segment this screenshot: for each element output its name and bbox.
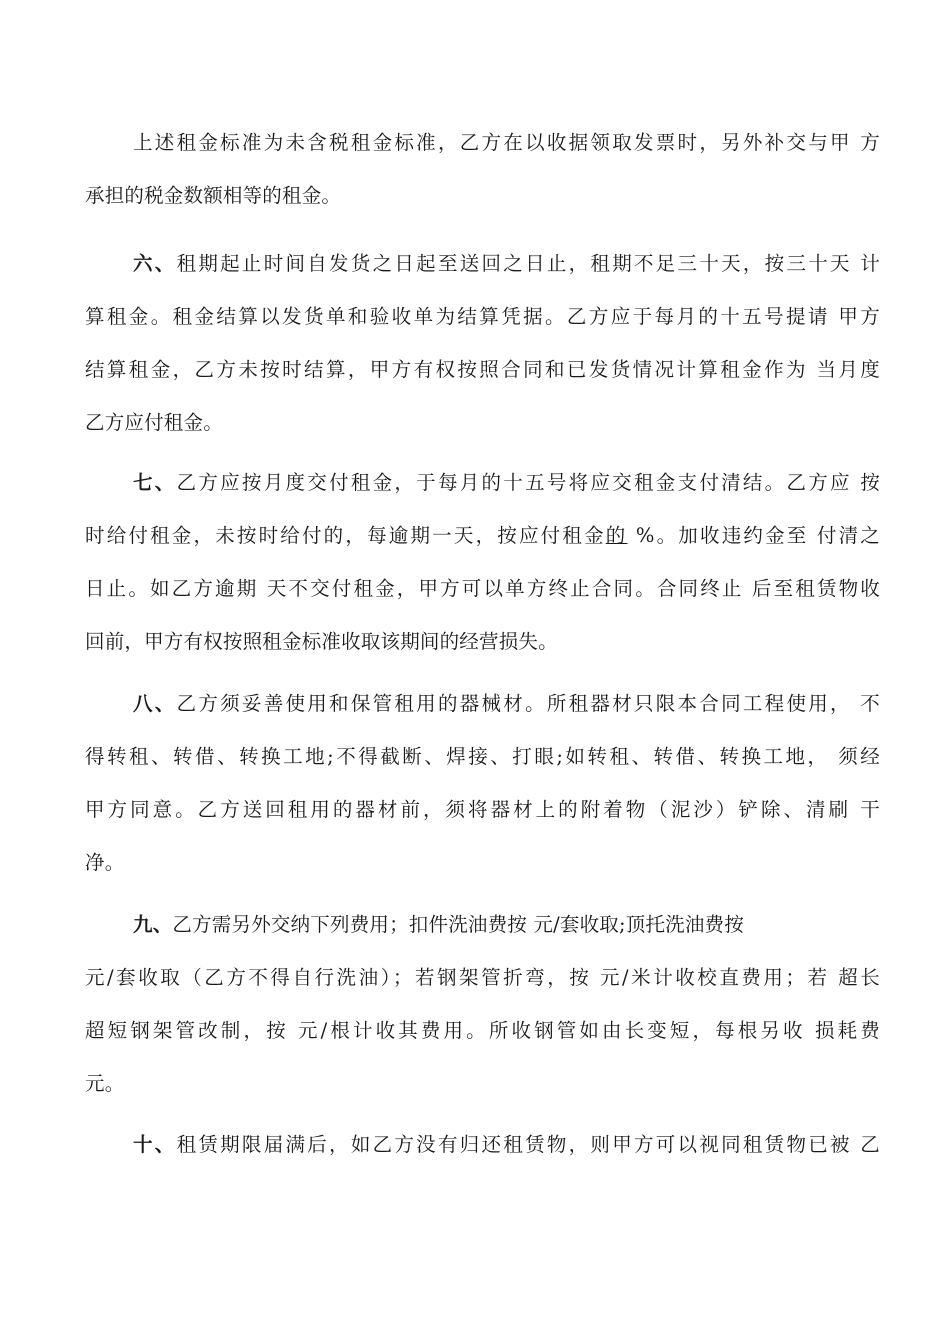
clause-number: 六、 bbox=[133, 252, 177, 275]
paragraph-clause-9 bbox=[85, 898, 880, 1110]
paragraph-clause-7 bbox=[85, 456, 880, 668]
underlined-text: 的 bbox=[605, 524, 628, 547]
paragraph-tax-note bbox=[85, 116, 880, 222]
clause-number: 十、 bbox=[133, 1133, 177, 1156]
clause-text: 租期起止时间自发货之日起至送回之日止，租期不足三十天，按三十天 计 bbox=[176, 252, 880, 275]
paragraph-line bbox=[85, 677, 880, 730]
paragraph-line: 回前，甲方有权按照租金标准收取该期间的经营损失。 bbox=[85, 630, 558, 653]
paragraph-line: 元。 bbox=[85, 1072, 125, 1095]
clause-text: 乙方须妥善使用和保管租用的器械材。所租器材只限本合同工程使用， 不 bbox=[176, 692, 880, 715]
clause-text: 乙方应按月度交付租金，于每月的十五号将应交租金支付清结。乙方应 按 bbox=[176, 471, 880, 494]
paragraph-line: 得转租、转借、转换工地;不得截断、焊接、打眼;如转租、转借、转换工地， 须经 bbox=[85, 745, 880, 768]
paragraph-line: 乙方应付租金。 bbox=[85, 411, 223, 434]
paragraph-line: 承担的税金数额相等的租金。 bbox=[85, 184, 342, 207]
clause-number: 九、 bbox=[133, 913, 173, 936]
paragraph-line: 超短钢架管改制，按 元/根计收其费用。所收钢管如由长变短，每根另收 损耗费 bbox=[85, 1019, 880, 1042]
paragraph-clause-8 bbox=[85, 677, 880, 889]
paragraph-line: 结算租金，乙方未按时结算，甲方有权按照合同和已发货情况计算租金作为 当月度 bbox=[85, 358, 880, 381]
paragraph-line bbox=[85, 898, 880, 951]
paragraph-line bbox=[85, 509, 880, 562]
paragraph-line: 元/套收取（乙方不得自行洗油）；若钢架管折弯，按 元/米计收校直费用；若 超长 bbox=[85, 966, 880, 989]
clause-text: %。加收违约金至 付清之 bbox=[627, 524, 880, 547]
clause-text: 乙方需另外交纳下列费用；扣件洗油费按 元/套收取;顶托洗油费按 bbox=[172, 913, 744, 936]
paragraph-line bbox=[85, 456, 880, 509]
clause-number: 八、 bbox=[133, 692, 177, 715]
paragraph-line: 甲方同意。乙方送回租用的器材前，须将器材上的附着物（泥沙）铲除、清刷 干 bbox=[85, 798, 880, 821]
clause-text: 租赁期限届满后，如乙方没有归还租赁物，则甲方可以视同租赁物已被 乙 bbox=[176, 1133, 880, 1156]
paragraph-line: 上述租金标准为未含税租金标准，乙方在以收据领取发票时，另外补交与甲 方 bbox=[133, 131, 880, 154]
clause-text: 时给付租金，未按时给付的，每逾期一天，按应付租金 bbox=[85, 524, 606, 547]
paragraph-line: 日止。如乙方逾期 天不交付租金，甲方可以单方终止合同。合同终止 后至租赁物收 bbox=[85, 577, 880, 600]
clause-number: 七、 bbox=[133, 471, 177, 494]
paragraph-line: 净。 bbox=[85, 851, 125, 874]
paragraph-line bbox=[85, 237, 880, 290]
paragraph-clause-6 bbox=[85, 237, 880, 449]
paragraph-clause-10 bbox=[85, 1118, 880, 1171]
paragraph-line bbox=[85, 1118, 880, 1171]
paragraph-line: 算租金。租金结算以发货单和验收单为结算凭据。乙方应于每月的十五号提请 甲方 bbox=[85, 305, 880, 328]
